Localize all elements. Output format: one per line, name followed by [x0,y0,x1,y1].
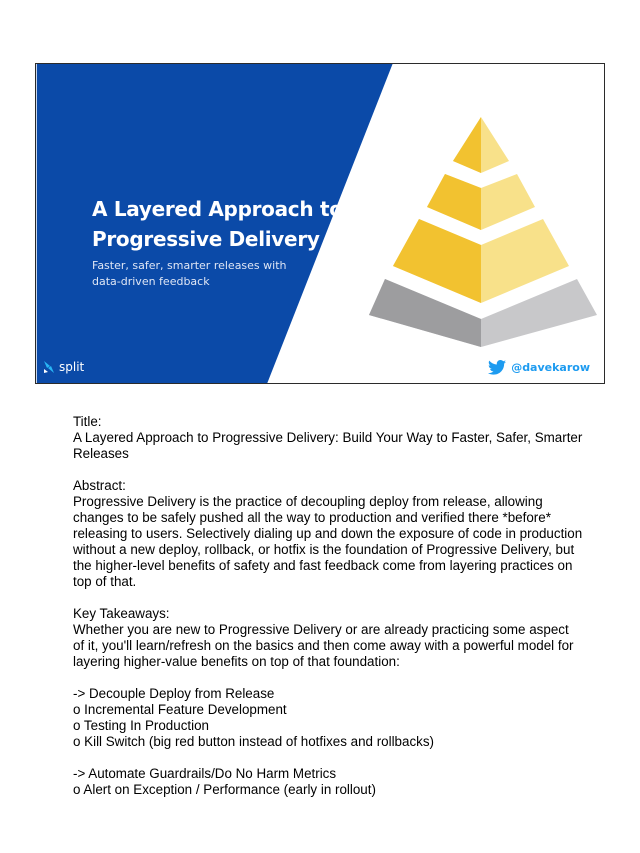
abstract-line: releasing to users. Selectively dialing up and down the exposure of code in production [73,526,583,541]
split-logo-text: split [59,360,85,374]
twitter-handle-text: @davekarow [511,361,590,374]
list-item: o Alert on Exception / Performance (early in rollout) [73,782,376,797]
split-logo-icon [41,359,57,375]
section-heading-decouple: -> Decouple Deploy from Release [73,686,275,701]
twitter-bird-icon [488,360,506,375]
split-logo [41,359,84,375]
pyramid-illustration [369,114,599,349]
twitter-handle [488,360,590,375]
slide-title-line-1: A Layered Approach to [92,197,343,221]
abstract-line: top of that. [73,574,137,589]
list-item: o Kill Switch (big red button instead of hotfixes and rollbacks) [73,734,434,749]
abstract-line: the higher-level benefits of safety and fast feedback come from layering practices on [73,558,573,573]
abstract-document [73,414,583,798]
slide-subtitle-line-1: Faster, safer, smarter releases with [92,259,287,272]
abstract-line: without a new deploy, rollback, or hotfix is the foundation of Progressive Delivery, but [73,542,575,557]
slide-subtitle [92,258,287,290]
list-item: o Incremental Feature Development [73,702,287,717]
takeaways-label: Key Takeaways: [73,606,170,621]
title-slide [35,63,605,384]
abstract-label: Abstract: [73,478,126,493]
takeaways-line: of it, you'll learn/refresh on the basics and then come away with a powerful model for [73,638,574,653]
slide-subtitle-line-2: data-driven feedback [92,275,210,288]
list-item: o Testing In Production [73,718,209,733]
slide-title-line-2: Progressive Delivery [92,227,320,251]
title-label: Title: [73,414,102,429]
section-heading-guardrails: -> Automate Guardrails/Do No Harm Metrics [73,766,337,781]
abstract-line: Progressive Delivery is the practice of decoupling deploy from release, allowing [73,494,543,509]
talk-title-line-1: A Layered Approach to Progressive Delivery: Build Your Way to Faster, Safer, Smarter [73,430,583,445]
talk-title-line-2: Releases [73,446,129,461]
abstract-line: changes to be safely pushed all the way to production and verified there *before* [73,510,551,525]
takeaways-line: Whether you are new to Progressive Delivery or are already practicing some aspect [73,622,569,637]
takeaways-line: layering higher-value benefits on top of that foundation: [73,654,400,669]
slide-title [92,194,343,254]
